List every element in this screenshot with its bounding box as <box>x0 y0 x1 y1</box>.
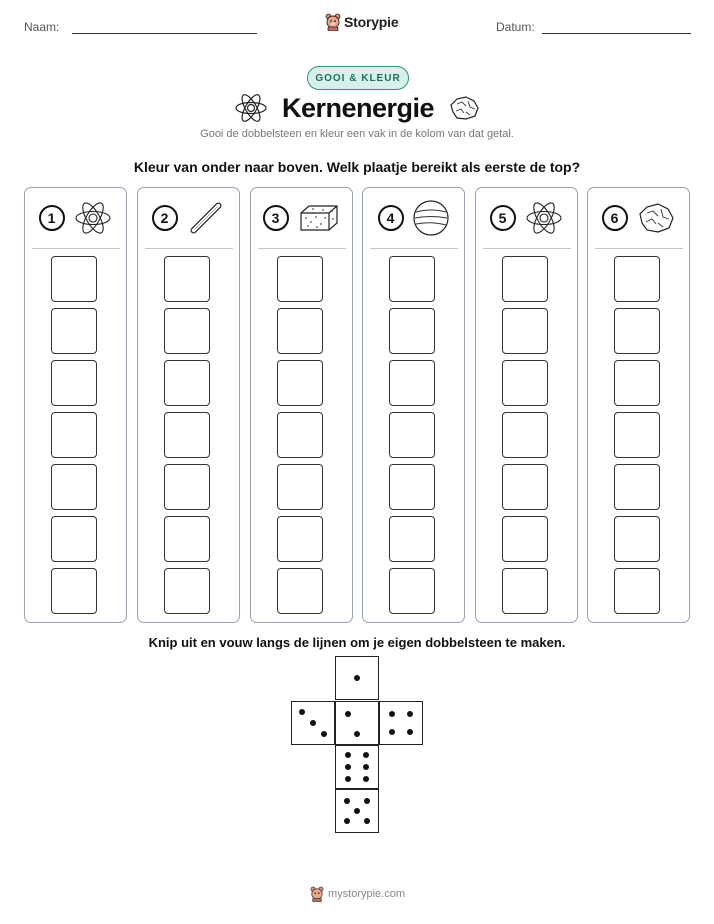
cut-instruction: Knip uit en vouw langs de lijnen om je eigen dobbelsteen te maken. <box>148 635 566 650</box>
subtitle: Gooi de dobbelsteen en kleur een vak in de kolom van dat getal. <box>200 128 514 140</box>
color-box[interactable] <box>51 360 97 406</box>
pip <box>364 818 370 824</box>
number-badge: 2 <box>152 205 178 231</box>
color-box[interactable] <box>51 256 97 302</box>
column-5 <box>475 187 578 623</box>
fuel-pellet-icon <box>297 203 341 233</box>
pip <box>345 711 351 717</box>
dice-face-5 <box>335 789 379 833</box>
column-6 <box>587 187 690 623</box>
pip <box>407 711 413 717</box>
pip <box>354 808 360 814</box>
pip <box>345 764 351 770</box>
column-4 <box>362 187 465 623</box>
column-header <box>363 188 464 248</box>
color-box[interactable] <box>277 256 323 302</box>
pip <box>389 729 395 735</box>
footer-url[interactable]: mystorypie.com <box>328 888 406 900</box>
color-box[interactable] <box>277 516 323 562</box>
column-header <box>476 188 577 248</box>
color-box[interactable] <box>164 464 210 510</box>
rock-icon <box>448 94 480 122</box>
color-box[interactable] <box>51 568 97 614</box>
color-box[interactable] <box>502 256 548 302</box>
column-header <box>138 188 239 248</box>
pip <box>345 776 351 782</box>
color-box[interactable] <box>389 308 435 354</box>
dice-face-2 <box>335 701 379 745</box>
dice-net <box>290 656 424 834</box>
color-box[interactable] <box>389 516 435 562</box>
color-box[interactable] <box>164 516 210 562</box>
color-box[interactable] <box>614 308 660 354</box>
column-divider <box>145 248 233 249</box>
dice-face-1 <box>335 656 379 700</box>
pip <box>407 729 413 735</box>
column-divider <box>370 248 458 249</box>
number-badge: 5 <box>490 205 516 231</box>
column-divider <box>258 248 346 249</box>
column-3 <box>250 187 353 623</box>
pip <box>363 764 369 770</box>
column-divider <box>595 248 683 249</box>
number-badge: 4 <box>378 205 404 231</box>
number-badge: 1 <box>39 205 65 231</box>
column-divider <box>483 248 571 249</box>
dice-face-3 <box>291 701 335 745</box>
color-box[interactable] <box>614 412 660 458</box>
date-label: Datum: <box>496 20 535 34</box>
color-box[interactable] <box>277 360 323 406</box>
pip <box>344 818 350 824</box>
pip <box>363 752 369 758</box>
atom-icon <box>73 200 113 236</box>
activity-tag: GOOI & KLEUR <box>307 66 409 90</box>
color-box[interactable] <box>614 516 660 562</box>
color-box[interactable] <box>164 256 210 302</box>
name-line[interactable] <box>72 33 257 34</box>
color-box[interactable] <box>389 568 435 614</box>
pip <box>299 709 305 715</box>
color-box[interactable] <box>389 256 435 302</box>
color-box[interactable] <box>51 516 97 562</box>
color-box[interactable] <box>614 256 660 302</box>
rock-icon <box>636 201 676 235</box>
color-box[interactable] <box>614 568 660 614</box>
color-box[interactable] <box>389 464 435 510</box>
color-box[interactable] <box>51 412 97 458</box>
dice-face-6 <box>335 745 379 789</box>
column-divider <box>32 248 120 249</box>
pip <box>344 798 350 804</box>
color-box[interactable] <box>51 308 97 354</box>
title-row <box>0 91 714 125</box>
pip <box>354 675 360 681</box>
instruction: Kleur van onder naar boven. Welk plaatje bereikt als eerste de top? <box>133 159 581 175</box>
color-box[interactable] <box>277 308 323 354</box>
color-box[interactable] <box>277 412 323 458</box>
color-box[interactable] <box>502 412 548 458</box>
color-box[interactable] <box>502 568 548 614</box>
color-box[interactable] <box>389 412 435 458</box>
number-badge: 3 <box>263 205 289 231</box>
color-box[interactable] <box>502 516 548 562</box>
pip <box>389 711 395 717</box>
column-2 <box>137 187 240 623</box>
column-header <box>251 188 352 248</box>
pip <box>363 776 369 782</box>
atom-icon <box>234 93 268 123</box>
pip <box>354 731 360 737</box>
column-header <box>25 188 126 248</box>
column-1 <box>24 187 127 623</box>
color-box[interactable] <box>502 308 548 354</box>
pip <box>345 752 351 758</box>
color-box[interactable] <box>164 308 210 354</box>
color-box[interactable] <box>51 464 97 510</box>
number-badge: 6 <box>602 205 628 231</box>
column-header <box>588 188 689 248</box>
color-box[interactable] <box>614 464 660 510</box>
control-rod-icon <box>186 198 226 238</box>
color-box[interactable] <box>277 464 323 510</box>
color-box[interactable] <box>389 360 435 406</box>
dice-face-4 <box>379 701 423 745</box>
color-box[interactable] <box>614 360 660 406</box>
pip <box>364 798 370 804</box>
color-box[interactable] <box>502 464 548 510</box>
footer <box>310 886 405 902</box>
color-box[interactable] <box>164 412 210 458</box>
planet-icon <box>412 199 450 237</box>
brand-logo <box>325 13 398 31</box>
bear-logo-icon <box>325 13 341 31</box>
name-label: Naam: <box>24 20 60 34</box>
color-box[interactable] <box>164 360 210 406</box>
brand-name: Storypie <box>344 14 399 30</box>
date-line[interactable] <box>542 33 691 34</box>
pip <box>310 720 316 726</box>
color-box[interactable] <box>502 360 548 406</box>
atom-icon <box>524 200 564 236</box>
color-box[interactable] <box>164 568 210 614</box>
bear-logo-icon <box>310 886 324 902</box>
pip <box>321 731 327 737</box>
color-box[interactable] <box>277 568 323 614</box>
page-title: Kernenergie <box>281 92 435 123</box>
